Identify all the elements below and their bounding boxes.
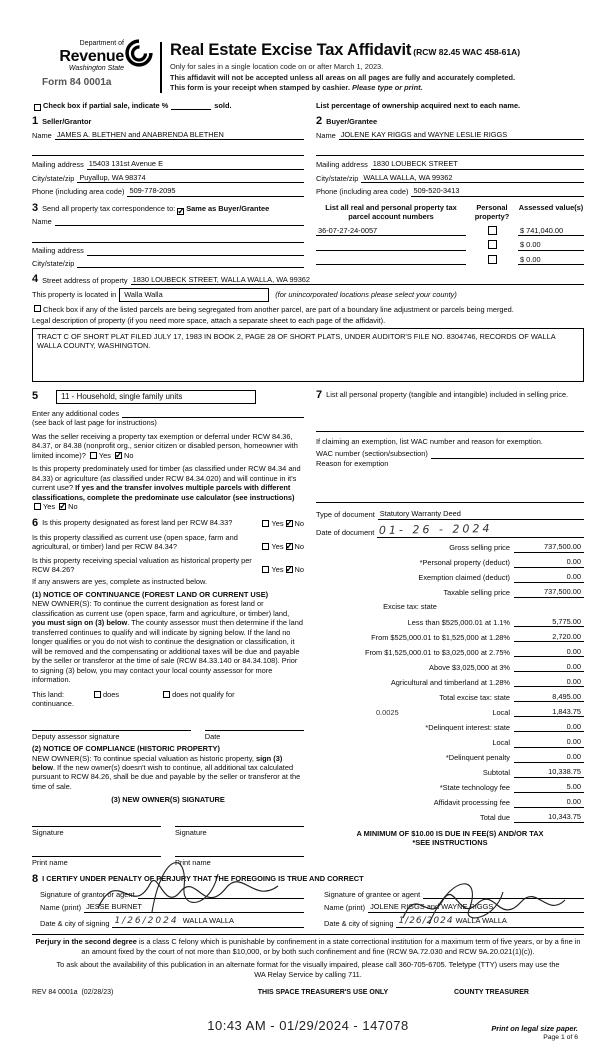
notice2-text-a: NEW OWNER(S): To continue special valuation as historic property, (32, 753, 256, 763)
predominate-use-question (32, 464, 304, 511)
tax-row (316, 797, 584, 807)
county-treasurer-label: COUNTY TREASURER (454, 989, 529, 997)
tax-label: Above $3,025,000 at 3% (429, 662, 510, 672)
parcel-number-field[interactable] (316, 242, 466, 251)
local-rate-value: 0.0025 (376, 707, 399, 717)
agency-state: Washington State (68, 64, 124, 72)
parcel-row (316, 255, 584, 265)
legal-description-label: Legal description of property (if you need more space, attach a separate sheet to each page of the affidavit). (32, 316, 386, 326)
forest-no-checkbox[interactable] (286, 520, 293, 527)
perjury-bold: Perjury in the second degree (35, 937, 137, 947)
tax-label: Total due (480, 813, 510, 823)
assessed-value-field[interactable]: $ 741,040.00 (518, 226, 584, 236)
tax-row (316, 617, 584, 627)
no-label: No (294, 542, 304, 552)
notice-continuance-text (32, 599, 304, 684)
header-divider (160, 42, 162, 93)
located-note: (for unincorporated locations please select your county) (275, 290, 457, 300)
personal-property-list-label: List all personal property (tangible and intangible) included in selling price. (326, 389, 569, 399)
grantor-signature-block (32, 887, 304, 928)
corr-mailing-field[interactable] (87, 247, 304, 256)
property-address-section (32, 274, 584, 381)
current-use-question (32, 533, 304, 552)
does-label: does (103, 689, 120, 699)
form-title-rcw: (RCW 82.45 WAC 458-61A) (413, 47, 521, 57)
section2-number: 2 (316, 114, 323, 127)
new-owner-print-row (32, 845, 304, 867)
tax-value-field[interactable]: 0.00 (514, 737, 584, 747)
yes-label: Yes (271, 565, 284, 574)
tax-row (316, 812, 584, 822)
predominate-question-text: Is this property predominately used for timber (as classified under RCW 84.34 and 84.33) or agriculture (as classified under RCW 84.34.020) and will continue in it's current use? (32, 464, 301, 493)
tax-value-field[interactable]: 0.00 (514, 797, 584, 807)
excise-tax-heading: Excise tax: state (383, 602, 437, 612)
tax-row (316, 557, 584, 567)
grantor-name-field[interactable]: JESSE BURNET (84, 902, 304, 912)
grantor-date-city-label: Date & city of signing (40, 918, 110, 928)
new-owner-signature-title: (3) NEW OWNER(S) SIGNATURE (111, 795, 225, 805)
partial-sale-row (32, 101, 584, 110)
grantor-sig-label: Signature of grantor or agent (40, 889, 135, 899)
title-block (170, 40, 584, 93)
exemption-question (32, 432, 304, 460)
date-of-document-field[interactable] (377, 523, 584, 538)
tax-label: Gross selling price (449, 543, 510, 553)
section8-number: 8 (32, 872, 39, 885)
deputy-assessor-label: Deputy assessor signature (32, 731, 120, 741)
tax-label: Taxable selling price (443, 588, 510, 598)
new-owner-signature-field-2[interactable] (175, 815, 304, 827)
personal-property-checkbox-2[interactable] (488, 240, 497, 249)
tax-label: Subtotal (482, 768, 510, 778)
notice2-text-bold: sign (3) below (32, 753, 283, 772)
parties-row (32, 116, 584, 197)
header-note-1: Only for sales in a single location code on or after March 1, 2023. (170, 62, 384, 72)
tax-label: Local (492, 738, 510, 748)
current-use-no-checkbox[interactable] (286, 543, 293, 550)
corr-name-label: Name (32, 216, 52, 226)
correspondence-parcels-row (32, 203, 584, 268)
personal-property-header: Personal property? (474, 202, 510, 222)
notice2-text-c: . If the new owner(s) doesn't wish to continue, all additional tax calculated pursuant to RCW 84.26, shall be due and payable by the seller or transferor at the time of sale. (32, 762, 301, 791)
yes-label: Yes (271, 519, 284, 529)
grantee-date-city-label: Date & city of signing (324, 918, 394, 928)
section7-number: 7 (316, 388, 323, 401)
tax-row (316, 767, 584, 777)
tax-value-field[interactable]: 0.00 (514, 557, 584, 567)
continuance-label: continuance. (32, 699, 74, 709)
agency-wordmark (59, 40, 124, 74)
notice1-text-c: . The county assessor must then determine if the land transferred continues to qualify and will indicate by signing below. If the land no longer qualifies or you do not wish to continue the designation or classification, it will be removed and the compensating or additional taxes will be due and payable by the seller or transferor at the time of sale (RCW 84.33.140 or 84.34.108). Prior to signing (3) below, you may contact your local county assessor for more information. (32, 618, 303, 685)
tax-value-field[interactable]: 0.00 (514, 647, 584, 657)
header-note-2: This affidavit will not be accepted unless all areas on all pages are fully and accurately completed. (170, 72, 516, 82)
grantee-signature-field[interactable] (423, 890, 584, 899)
tax-value-field[interactable]: 0.00 (514, 752, 584, 762)
wac-number-field[interactable] (431, 450, 584, 459)
tax-value-field[interactable]: 0.00 (514, 662, 584, 672)
assessed-value-field[interactable]: $ 0.00 (518, 240, 584, 250)
does-not-label: does not qualify for (172, 689, 235, 699)
tax-label: *Delinquent penalty (445, 753, 510, 763)
treasurer-space-label: THIS SPACE TREASURER'S USE ONLY (257, 989, 389, 997)
forest-yes-checkbox[interactable] (262, 520, 269, 527)
wac-number-label: WAC number (section/subsection) (316, 449, 428, 459)
notice-continuance-title: (1) NOTICE OF CONTINUANCE (FOREST LAND OR CURRENT USE) (32, 589, 269, 599)
grantee-handwritten-date: 1/26/2024 (398, 915, 454, 926)
same-as-buyer-label: Same as Buyer/Grantee (186, 204, 270, 214)
print-note: Print on legal size paper. (491, 1024, 578, 1034)
tax-label: Exemption claimed (deduct) (418, 573, 510, 583)
corr-city-field[interactable] (77, 259, 304, 268)
agency-name: Revenue (59, 47, 124, 65)
buyer-phone-label: Phone (including area code) (316, 187, 409, 197)
tax-row (316, 722, 584, 732)
grantee-name-field[interactable]: JOLENE RIGGS and WAYNE RIGGS (368, 902, 584, 912)
tax-row (316, 752, 584, 762)
tax-label: From $1,525,000.01 to $3,025,000 at 2.75% (364, 647, 510, 657)
print-name-label: Print name (32, 858, 68, 868)
tty-note: To ask about the availability of this publication in an alternate format for the visually impaired, please call 360-705-6705. Teletype (TTY) users may use the WA Relay Service by calling 711. (56, 960, 560, 979)
no-label: No (68, 502, 78, 512)
section5-number: 5 (32, 390, 39, 403)
notice-compliance-title: (2) NOTICE OF COMPLIANCE (HISTORIC PROPERTY) (32, 744, 220, 754)
street-address-field[interactable]: 1830 LOUBECK STREET, WALLA WALLA, WA 99362 (131, 275, 584, 285)
tax-row (316, 692, 584, 702)
seller-mailing-field[interactable]: 15403 131st Avenue E (87, 159, 304, 169)
grantee-signature-block (316, 887, 584, 928)
corr-mailing-label: Mailing address (32, 246, 84, 256)
segregated-checkbox[interactable] (34, 305, 41, 312)
tax-label: *State technology fee (439, 783, 510, 793)
print-note-block (491, 1024, 578, 1042)
tax-row (316, 587, 584, 597)
seller-name-label: Name (32, 130, 52, 140)
section1-title: Seller/Grantor (42, 116, 92, 126)
tax-label: From $525,000.01 to $1,525,000 at 1.28% (371, 632, 510, 642)
tax-label: Total excise tax: state (439, 692, 510, 702)
corr-name-field[interactable] (55, 217, 304, 226)
rev-date: (02/28/23) (81, 989, 114, 997)
tax-label: Agricultural and timberland at 1.28% (390, 677, 510, 687)
tax-row (316, 677, 584, 687)
main-columns (32, 390, 584, 868)
corr-extra-field[interactable] (32, 234, 304, 243)
signature-label: Signature (175, 827, 207, 837)
perjury-note (32, 934, 584, 956)
tax-value-field[interactable]: 5,775.00 (514, 617, 584, 627)
legal-description-text: TRACT C OF SHORT PLAT FILED JULY 17, 1983 IN BOOK 2, PAGE 28 OF SHORT PLATS, UNDER AUDITOR'S FILE NO. 8304746, RECORDS OF WALLA WALLA COUNTY, WASHINGTON. (37, 331, 556, 351)
yes-label: Yes (43, 502, 56, 512)
reason-exemption-field[interactable] (316, 494, 584, 503)
tax-label: *Personal property (deduct) (419, 558, 510, 568)
additional-codes-note: (see back of last page for instructions) (32, 418, 157, 428)
tax-row (316, 632, 584, 642)
historic-question (32, 556, 304, 575)
partial-sale-label: Check box if partial sale, indicate % (43, 100, 169, 110)
grantor-city-text: WALLA WALLA (182, 915, 234, 925)
certification-section (32, 874, 584, 928)
new-owner-print-field-2[interactable] (175, 845, 304, 857)
deputy-assessor-row (32, 719, 304, 741)
signature-label: Signature (32, 827, 64, 837)
grantee-date-city-field[interactable] (396, 916, 584, 929)
predominate-question-bold: If yes and the transfer involves multiple parcels with different classifications, complete the predominate use calculator (see instructions) (32, 483, 295, 502)
no-label: No (294, 519, 304, 529)
tax-value-field[interactable]: 737,500.00 (514, 542, 584, 552)
parcel-row (316, 226, 584, 236)
tax-label: Affidavit processing fee (433, 798, 510, 808)
personal-property-checkbox-3[interactable] (488, 255, 497, 264)
segregated-label: Check box if any of the listed parcels are being segregated from another parcel, are part of a boundary line adjustment or parcels being merged. (43, 304, 514, 314)
page-number: Page 1 of 6 (543, 1033, 578, 1041)
rev-row (32, 989, 584, 998)
tax-value-field[interactable]: 10,338.75 (514, 767, 584, 777)
legal-description-box[interactable] (32, 328, 584, 382)
send-correspondence-label: Send all property tax correspondence to: (42, 204, 176, 214)
deputy-date-label: Date (204, 731, 221, 741)
seller-phone-label: Phone (including area code) (32, 187, 125, 197)
tax-value-field[interactable]: 1,843.75 (514, 707, 584, 717)
notice-compliance-text (32, 754, 304, 792)
buyer-phone-field[interactable]: 509-520-3413 (411, 186, 584, 196)
forest-land-question (32, 518, 304, 529)
personal-property-list-field[interactable] (316, 423, 584, 432)
seller-phone-field[interactable]: 509-778-2095 (127, 186, 304, 196)
form-title: Real Estate Excise Tax Affidavit (170, 41, 412, 59)
header-note-3-text: This form is your receipt when stamped by cashier. (170, 83, 350, 93)
buyer-grantee-section (316, 116, 584, 197)
buyer-city-field[interactable]: WALLA WALLA, WA 99362 (361, 173, 584, 183)
additional-codes-label: Enter any additional codes (32, 408, 120, 418)
grantee-sig-label: Signature of grantee or agent (324, 889, 421, 899)
no-label: No (124, 450, 134, 460)
seller-city-label: City/state/zip (32, 173, 75, 183)
grantor-signature-field[interactable] (138, 890, 305, 899)
partial-sale-checkbox[interactable] (34, 104, 41, 111)
seller-name-field[interactable]: JAMES A. BLETHEN and ANABRENDA BLETHEN (55, 130, 304, 140)
exemption-claim-note: If claiming an exemption, list WAC number and reason for exemption. (316, 436, 543, 446)
tax-row (316, 737, 584, 747)
buyer-mailing-field[interactable]: 1830 LOUBECK STREET (371, 159, 584, 169)
predominate-no-checkbox[interactable] (59, 503, 66, 510)
exemption-yes-checkbox[interactable] (90, 452, 97, 459)
tax-value-field[interactable]: 737,500.00 (514, 587, 584, 597)
section3-number: 3 (32, 201, 39, 214)
yes-label: Yes (98, 450, 111, 460)
tax-value-field[interactable]: 0.00 (514, 677, 584, 687)
tax-row (316, 782, 584, 792)
no-label: No (294, 565, 304, 574)
header-note-3-italic: Please type or print. (351, 83, 423, 93)
corr-city-label: City/state/zip (32, 258, 75, 268)
form-number: Form 84 0001a (42, 76, 112, 88)
buyer-name-label: Name (316, 130, 336, 140)
tax-label: *Delinquent interest: state (425, 722, 510, 732)
parcel-numbers-header: List all real and personal property tax parcel account numbers (325, 202, 457, 222)
tax-value-field[interactable]: 5.00 (514, 782, 584, 792)
if-yes-note: If any answers are yes, complete as instructed below. (32, 577, 207, 587)
grantor-name-label: Name (print) (40, 903, 82, 913)
assessed-values-header: Assessed value(s) (518, 202, 584, 212)
personal-property-checkbox-1[interactable] (488, 226, 497, 235)
this-land-label: This land: (32, 689, 65, 699)
seller-city-field[interactable]: Puyallup, WA 98374 (77, 173, 304, 183)
header-note-3 (170, 83, 584, 92)
forest-land-text: Is this property designated as forest land per RCW 84.33? (42, 517, 233, 527)
grantor-handwritten-date: 1/26/2024 (114, 915, 179, 926)
partial-sale-suffix: sold. (214, 100, 232, 110)
new-owner-print-field-1[interactable] (32, 845, 161, 857)
grantor-date-city-field[interactable] (112, 916, 304, 929)
rev-number (32, 989, 202, 998)
historic-yes-checkbox[interactable] (262, 566, 269, 573)
treasurer-stamp: 10:43 AM - 01/29/2024 - 147078 (207, 1018, 409, 1034)
grantee-name-label: Name (print) (324, 903, 366, 913)
date-of-document-label: Date of document (316, 528, 375, 538)
tax-value-field[interactable]: 10,343.75 (514, 812, 584, 822)
land-qualify-row (32, 690, 304, 699)
parcel-row (316, 240, 584, 250)
located-in-label: This property is located in (32, 290, 117, 300)
certify-statement: I CERTIFY UNDER PENALTY OF PERJURY THAT THE FOREGOING IS TRUE AND CORRECT (42, 873, 364, 883)
tax-row (316, 542, 584, 552)
treasurer-stamp-band (32, 1004, 584, 1064)
section4-number: 4 (32, 273, 39, 286)
seller-name2-field[interactable] (32, 147, 304, 156)
exemption-question-text: Was the seller receiving a property tax exemption or deferral under RCW 84.36, 84.37, or 84.38 (nonprofit org., senior citizen or disabled person, homeowner with limited income)? (32, 431, 298, 460)
type-of-document-field[interactable]: Statutory Warranty Deed (378, 509, 584, 519)
rev-left: REV 84 0001a (32, 989, 78, 997)
buyer-mailing-label: Mailing address (316, 160, 368, 170)
new-owner-sig-row (32, 815, 304, 837)
tax-value-field[interactable]: 2,720.00 (514, 632, 584, 642)
right-column (316, 390, 584, 868)
tax-row (316, 662, 584, 672)
parcel-table (316, 203, 584, 268)
exemption-no-checkbox[interactable] (115, 452, 122, 459)
grantee-city-text: WALLA WALLA (455, 915, 507, 925)
current-use-text: Is this property classified as current use (open space, farm and agricultural, or timber) land per RCW 84.34? (32, 532, 238, 552)
tax-row-local (316, 707, 584, 717)
notice1-text-a: NEW OWNER(S): To continue the current designation as forest land or classification as current use (open space, farm and agriculture, or timber) land, (32, 599, 290, 618)
current-use-yes-checkbox[interactable] (262, 543, 269, 550)
street-address-label: Street address of property (42, 275, 128, 285)
does-not-checkbox[interactable] (163, 691, 170, 698)
minimum-due-note: A MINIMUM OF $10.00 IS DUE IN FEE(S) AND/OR TAX (356, 828, 544, 838)
left-column (32, 390, 304, 868)
revenue-swirl-icon (126, 40, 152, 68)
handwritten-date: 01- 26 - 2024 (379, 521, 493, 537)
yes-label: Yes (271, 542, 284, 552)
tax-value-field[interactable]: 0.00 (514, 572, 584, 582)
buyer-city-label: City/state/zip (316, 173, 359, 183)
ownership-note: List percentage of ownership acquired next to each name. (316, 100, 521, 110)
new-owner-signature-field-1[interactable] (32, 815, 161, 827)
type-of-document-label: Type of document (316, 510, 375, 520)
form-header (32, 40, 584, 93)
parcel-number-field[interactable] (316, 256, 466, 265)
predominate-yes-checkbox[interactable] (34, 503, 41, 510)
historic-no-checkbox[interactable] (286, 566, 293, 573)
county-select[interactable]: Walla Walla (119, 288, 269, 301)
same-as-buyer-checkbox[interactable] (177, 208, 184, 215)
does-checkbox[interactable] (94, 691, 101, 698)
tax-correspondence-section (32, 203, 304, 268)
perjury-rest: is a class C felony which is punishable by confinement in a state correctional institution for a maximum term of five years, or by a fine in an amount fixed by the court of not more than $10,000, or by both such confinement and fine (RCW 9A.72.030 and RCW 9A.20.021(1)(c)). (81, 937, 581, 956)
buyer-name2-field[interactable] (316, 147, 584, 156)
agency-dept-of: Department of (79, 40, 124, 47)
historic-text: Is this property receiving special valuation as historical property per RCW 84.26? (32, 555, 252, 574)
deputy-date-field[interactable] (205, 719, 304, 731)
parcel-number-field[interactable]: 36-07-27-24-0057 (316, 226, 466, 236)
tax-value-field[interactable]: 8,495.00 (514, 692, 584, 702)
section6-number: 6 (32, 516, 39, 529)
section1-number: 1 (32, 114, 39, 127)
revenue-logo-block (32, 40, 152, 90)
seller-mailing-label: Mailing address (32, 160, 84, 170)
tax-label: Local (492, 707, 510, 717)
partial-sale-percent-field[interactable] (171, 101, 211, 110)
property-use-code-select[interactable]: 11 - Household, single family units (56, 390, 256, 404)
notice1-text-bold: you must sign on (3) below (32, 618, 128, 628)
tax-row (316, 572, 584, 582)
tax-label: Less than $525,000.01 at 1.1% (407, 617, 510, 627)
reason-exemption-label: Reason for exemption (316, 458, 389, 468)
seller-grantor-section (32, 116, 304, 197)
section2-title: Buyer/Grantee (326, 116, 378, 126)
print-name-label: Print name (175, 858, 211, 868)
excise-heading-row (316, 602, 584, 611)
tax-value-field[interactable]: 0.00 (514, 722, 584, 732)
additional-codes-field[interactable] (122, 409, 304, 418)
see-instructions-note: *SEE INSTRUCTIONS (412, 838, 488, 848)
deputy-assessor-signature-field[interactable] (32, 719, 191, 731)
assessed-value-field[interactable]: $ 0.00 (518, 255, 584, 265)
buyer-name-field[interactable]: JOLENE KAY RIGGS and WAYNE LESLIE RIGGS (339, 130, 584, 140)
tax-row (316, 647, 584, 657)
